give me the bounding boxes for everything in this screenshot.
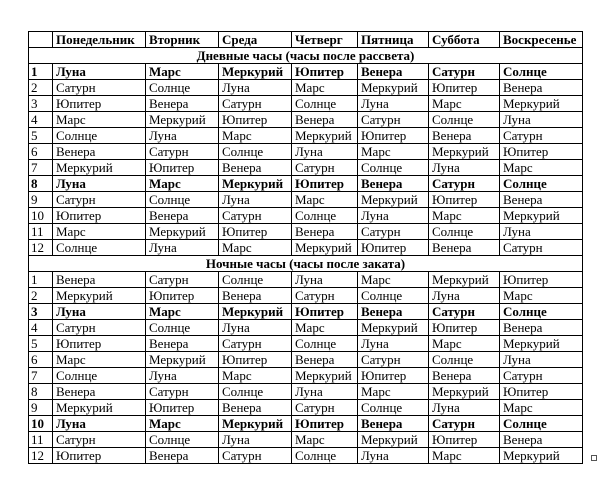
planet-cell: Меркурий bbox=[219, 176, 292, 192]
table-row bbox=[29, 352, 583, 368]
day-section-title: Дневные часы (часы после рассвета) bbox=[29, 48, 583, 64]
table-row bbox=[29, 448, 583, 464]
planet-cell: Сатурн bbox=[358, 112, 429, 128]
planet-cell: Сатурн bbox=[53, 192, 146, 208]
table-row bbox=[29, 224, 583, 240]
planet-cell: Луна bbox=[146, 240, 219, 256]
hour-number-cell: 5 bbox=[29, 128, 53, 144]
planet-cell: Марс bbox=[219, 368, 292, 384]
planet-cell: Марс bbox=[358, 384, 429, 400]
planet-cell: Меркурий bbox=[429, 384, 500, 400]
planet-cell: Сатурн bbox=[219, 208, 292, 224]
planet-cell: Юпитер bbox=[53, 448, 146, 464]
hour-number-cell: 10 bbox=[29, 208, 53, 224]
hour-number-cell: 7 bbox=[29, 368, 53, 384]
planet-cell: Меркурий bbox=[292, 368, 358, 384]
header-cell-monday: Понедельник bbox=[53, 32, 146, 48]
table-row bbox=[29, 208, 583, 224]
planet-cell: Юпитер bbox=[292, 416, 358, 432]
planet-cell: Солнце bbox=[146, 432, 219, 448]
planet-cell: Сатурн bbox=[500, 128, 583, 144]
planet-cell: Сатурн bbox=[146, 272, 219, 288]
planet-cell: Меркурий bbox=[358, 192, 429, 208]
planet-cell: Венера bbox=[219, 400, 292, 416]
planet-cell: Сатурн bbox=[219, 448, 292, 464]
planet-cell: Меркурий bbox=[53, 400, 146, 416]
planet-cell: Луна bbox=[53, 416, 146, 432]
planet-cell: Луна bbox=[53, 304, 146, 320]
table-row bbox=[29, 160, 583, 176]
table-row bbox=[29, 176, 583, 192]
table-row bbox=[29, 272, 583, 288]
planet-cell: Луна bbox=[53, 176, 146, 192]
planet-cell: Меркурий bbox=[53, 160, 146, 176]
night-hours-section bbox=[29, 256, 583, 464]
planet-cell: Сатурн bbox=[53, 432, 146, 448]
table-row bbox=[29, 288, 583, 304]
planet-cell: Солнце bbox=[53, 368, 146, 384]
planet-cell: Марс bbox=[219, 240, 292, 256]
planet-cell: Юпитер bbox=[429, 320, 500, 336]
planet-cell: Солнце bbox=[429, 112, 500, 128]
hour-number-cell: 12 bbox=[29, 240, 53, 256]
planet-cell: Солнце bbox=[219, 272, 292, 288]
planet-cell: Юпитер bbox=[358, 240, 429, 256]
planet-cell: Луна bbox=[292, 384, 358, 400]
section-title-row bbox=[29, 48, 583, 64]
table-row bbox=[29, 384, 583, 400]
planet-cell: Сатурн bbox=[292, 288, 358, 304]
hour-number-cell: 2 bbox=[29, 80, 53, 96]
planet-cell: Луна bbox=[358, 336, 429, 352]
planet-cell: Солнце bbox=[146, 80, 219, 96]
planet-cell: Венера bbox=[53, 272, 146, 288]
planet-cell: Сатурн bbox=[429, 416, 500, 432]
hour-number-cell: 5 bbox=[29, 336, 53, 352]
planet-cell: Сатурн bbox=[53, 320, 146, 336]
planet-cell: Луна bbox=[292, 144, 358, 160]
planet-cell: Луна bbox=[53, 64, 146, 80]
planet-cell: Солнце bbox=[429, 224, 500, 240]
planet-cell: Солнце bbox=[53, 128, 146, 144]
planet-cell: Луна bbox=[219, 432, 292, 448]
planet-cell: Меркурий bbox=[429, 144, 500, 160]
planet-cell: Сатурн bbox=[146, 144, 219, 160]
hour-number-cell: 8 bbox=[29, 384, 53, 400]
planet-cell: Юпитер bbox=[292, 64, 358, 80]
planet-cell: Венера bbox=[219, 288, 292, 304]
hour-number-cell: 9 bbox=[29, 192, 53, 208]
planet-cell: Марс bbox=[429, 96, 500, 112]
planet-cell: Марс bbox=[292, 432, 358, 448]
planet-cell: Солнце bbox=[292, 96, 358, 112]
planet-cell: Солнце bbox=[500, 304, 583, 320]
planet-cell: Солнце bbox=[358, 160, 429, 176]
hour-number-cell: 11 bbox=[29, 432, 53, 448]
planet-cell: Марс bbox=[358, 144, 429, 160]
planet-cell: Меркурий bbox=[146, 352, 219, 368]
planet-cell: Юпитер bbox=[146, 400, 219, 416]
hour-number-cell: 4 bbox=[29, 320, 53, 336]
table-row bbox=[29, 320, 583, 336]
planet-cell: Сатурн bbox=[500, 368, 583, 384]
planet-cell: Меркурий bbox=[53, 288, 146, 304]
hour-number-cell: 9 bbox=[29, 400, 53, 416]
planet-cell: Сатурн bbox=[358, 224, 429, 240]
hour-number-cell: 3 bbox=[29, 304, 53, 320]
planet-cell: Луна bbox=[500, 224, 583, 240]
planet-cell: Венера bbox=[146, 448, 219, 464]
table-row bbox=[29, 144, 583, 160]
planet-cell: Солнце bbox=[292, 336, 358, 352]
planet-cell: Юпитер bbox=[53, 208, 146, 224]
planet-cell: Луна bbox=[358, 208, 429, 224]
planet-cell: Венера bbox=[358, 304, 429, 320]
planet-cell: Венера bbox=[429, 128, 500, 144]
planet-cell: Марс bbox=[429, 208, 500, 224]
planet-cell: Марс bbox=[219, 128, 292, 144]
hour-number-cell: 3 bbox=[29, 96, 53, 112]
planet-cell: Солнце bbox=[219, 384, 292, 400]
planet-cell: Меркурий bbox=[500, 448, 583, 464]
planet-cell: Марс bbox=[292, 320, 358, 336]
planet-cell: Меркурий bbox=[358, 80, 429, 96]
planet-cell: Солнце bbox=[358, 400, 429, 416]
planet-cell: Сатурн bbox=[219, 96, 292, 112]
planet-cell: Луна bbox=[358, 448, 429, 464]
planet-cell: Сатурн bbox=[146, 384, 219, 400]
planetary-hours-table bbox=[28, 31, 583, 464]
planet-cell: Меркурий bbox=[358, 320, 429, 336]
planet-cell: Юпитер bbox=[429, 432, 500, 448]
planet-cell: Венера bbox=[500, 192, 583, 208]
planet-cell: Марс bbox=[500, 400, 583, 416]
planet-cell: Сатурн bbox=[292, 400, 358, 416]
table-row bbox=[29, 240, 583, 256]
planet-cell: Венера bbox=[500, 80, 583, 96]
section-title-row bbox=[29, 256, 583, 272]
planet-cell: Венера bbox=[292, 224, 358, 240]
planet-cell: Юпитер bbox=[500, 272, 583, 288]
planet-cell: Венера bbox=[146, 336, 219, 352]
planet-cell: Венера bbox=[429, 368, 500, 384]
planet-cell: Меркурий bbox=[500, 208, 583, 224]
header-cell-saturday: Суббота bbox=[429, 32, 500, 48]
table-row bbox=[29, 192, 583, 208]
planet-cell: Юпитер bbox=[500, 144, 583, 160]
planet-cell: Сатурн bbox=[292, 160, 358, 176]
planet-cell: Луна bbox=[500, 352, 583, 368]
planet-cell: Венера bbox=[500, 432, 583, 448]
planet-cell: Сатурн bbox=[429, 176, 500, 192]
planet-cell: Солнце bbox=[358, 288, 429, 304]
planet-cell: Венера bbox=[358, 64, 429, 80]
planet-cell: Юпитер bbox=[429, 192, 500, 208]
planet-cell: Марс bbox=[146, 64, 219, 80]
hour-number-cell: 6 bbox=[29, 352, 53, 368]
planet-cell: Юпитер bbox=[500, 384, 583, 400]
planet-cell: Марс bbox=[146, 304, 219, 320]
table-row bbox=[29, 80, 583, 96]
planet-cell: Юпитер bbox=[53, 96, 146, 112]
planet-cell: Марс bbox=[53, 224, 146, 240]
planet-cell: Марс bbox=[146, 176, 219, 192]
header-cell-thursday: Четверг bbox=[292, 32, 358, 48]
table-row bbox=[29, 368, 583, 384]
planet-cell: Марс bbox=[429, 448, 500, 464]
planet-cell: Венера bbox=[358, 416, 429, 432]
planet-cell: Меркурий bbox=[146, 112, 219, 128]
planet-cell: Солнце bbox=[292, 208, 358, 224]
planet-cell: Юпитер bbox=[53, 336, 146, 352]
table-row bbox=[29, 128, 583, 144]
table-row bbox=[29, 96, 583, 112]
planet-cell: Венера bbox=[500, 320, 583, 336]
planet-cell: Марс bbox=[53, 352, 146, 368]
planet-cell: Луна bbox=[146, 368, 219, 384]
hour-number-cell: 1 bbox=[29, 272, 53, 288]
table-row bbox=[29, 64, 583, 80]
planet-cell: Юпитер bbox=[146, 288, 219, 304]
table-header bbox=[29, 32, 583, 48]
hour-number-cell: 6 bbox=[29, 144, 53, 160]
planet-cell: Юпитер bbox=[219, 224, 292, 240]
planet-cell: Меркурий bbox=[292, 240, 358, 256]
header-cell-tuesday: Вторник bbox=[146, 32, 219, 48]
paragraph-end-marker bbox=[591, 455, 597, 461]
planet-cell: Меркурий bbox=[429, 272, 500, 288]
hour-number-cell: 4 bbox=[29, 112, 53, 128]
planet-cell: Марс bbox=[429, 336, 500, 352]
planet-cell: Юпитер bbox=[292, 176, 358, 192]
planet-cell: Луна bbox=[219, 80, 292, 96]
planet-cell: Луна bbox=[500, 112, 583, 128]
table-row bbox=[29, 432, 583, 448]
header-cell-wednesday: Среда bbox=[219, 32, 292, 48]
hour-number-cell: 8 bbox=[29, 176, 53, 192]
table-row bbox=[29, 400, 583, 416]
planet-cell: Меркурий bbox=[292, 128, 358, 144]
planet-cell: Луна bbox=[146, 128, 219, 144]
planet-cell: Меркурий bbox=[219, 416, 292, 432]
planet-cell: Луна bbox=[292, 272, 358, 288]
planet-cell: Луна bbox=[219, 320, 292, 336]
planet-cell: Луна bbox=[358, 96, 429, 112]
planet-cell: Сатурн bbox=[429, 304, 500, 320]
table-row bbox=[29, 336, 583, 352]
planet-cell: Венера bbox=[53, 384, 146, 400]
header-cell-friday: Пятница bbox=[358, 32, 429, 48]
planet-cell: Солнце bbox=[146, 320, 219, 336]
planet-cell: Юпитер bbox=[219, 112, 292, 128]
planet-cell: Солнце bbox=[500, 416, 583, 432]
planet-cell: Юпитер bbox=[146, 160, 219, 176]
planet-cell: Сатурн bbox=[358, 352, 429, 368]
planet-cell: Меркурий bbox=[500, 336, 583, 352]
planet-cell: Луна bbox=[429, 400, 500, 416]
hour-number-cell: 7 bbox=[29, 160, 53, 176]
planet-cell: Венера bbox=[53, 144, 146, 160]
planet-cell: Меркурий bbox=[219, 64, 292, 80]
planet-cell: Марс bbox=[500, 160, 583, 176]
planet-cell: Юпитер bbox=[292, 304, 358, 320]
planet-cell: Солнце bbox=[429, 352, 500, 368]
planet-cell: Венера bbox=[219, 160, 292, 176]
planet-cell: Солнце bbox=[146, 192, 219, 208]
planet-cell: Венера bbox=[146, 96, 219, 112]
hour-number-cell: 10 bbox=[29, 416, 53, 432]
planet-cell: Луна bbox=[429, 288, 500, 304]
planet-cell: Марс bbox=[292, 192, 358, 208]
planet-cell: Солнце bbox=[292, 448, 358, 464]
planet-cell: Солнце bbox=[500, 176, 583, 192]
planet-cell: Венера bbox=[358, 176, 429, 192]
planet-cell: Луна bbox=[219, 192, 292, 208]
planet-cell: Меркурий bbox=[358, 432, 429, 448]
planet-cell: Солнце bbox=[53, 240, 146, 256]
planet-cell: Марс bbox=[292, 80, 358, 96]
day-hours-section bbox=[29, 48, 583, 256]
hour-number-cell: 2 bbox=[29, 288, 53, 304]
planet-cell: Юпитер bbox=[358, 128, 429, 144]
planet-cell: Марс bbox=[500, 288, 583, 304]
planet-cell: Меркурий bbox=[146, 224, 219, 240]
header-cell-sunday: Воскресенье bbox=[500, 32, 583, 48]
planet-cell: Сатурн bbox=[53, 80, 146, 96]
planet-cell: Солнце bbox=[219, 144, 292, 160]
planet-cell: Венера bbox=[429, 240, 500, 256]
planet-cell: Сатурн bbox=[219, 336, 292, 352]
hour-number-cell: 11 bbox=[29, 224, 53, 240]
planet-cell: Венера bbox=[292, 112, 358, 128]
hour-number-cell: 1 bbox=[29, 64, 53, 80]
planet-cell: Венера bbox=[146, 208, 219, 224]
planet-cell: Меркурий bbox=[500, 96, 583, 112]
planet-cell: Сатурн bbox=[500, 240, 583, 256]
planet-cell: Венера bbox=[292, 352, 358, 368]
planet-cell: Меркурий bbox=[219, 304, 292, 320]
table-row bbox=[29, 112, 583, 128]
table-row bbox=[29, 304, 583, 320]
night-section-title: Ночные часы (часы после заката) bbox=[29, 256, 583, 272]
planet-cell: Солнце bbox=[500, 64, 583, 80]
planet-cell: Юпитер bbox=[358, 368, 429, 384]
planet-cell: Марс bbox=[358, 272, 429, 288]
planet-cell: Марс bbox=[53, 112, 146, 128]
planet-cell: Юпитер bbox=[219, 352, 292, 368]
planet-cell: Луна bbox=[429, 160, 500, 176]
planet-cell: Марс bbox=[146, 416, 219, 432]
planet-cell: Сатурн bbox=[429, 64, 500, 80]
table-row bbox=[29, 416, 583, 432]
hour-number-cell: 12 bbox=[29, 448, 53, 464]
planet-cell: Юпитер bbox=[429, 80, 500, 96]
header-cell-number bbox=[29, 32, 53, 48]
header-row bbox=[29, 32, 583, 48]
